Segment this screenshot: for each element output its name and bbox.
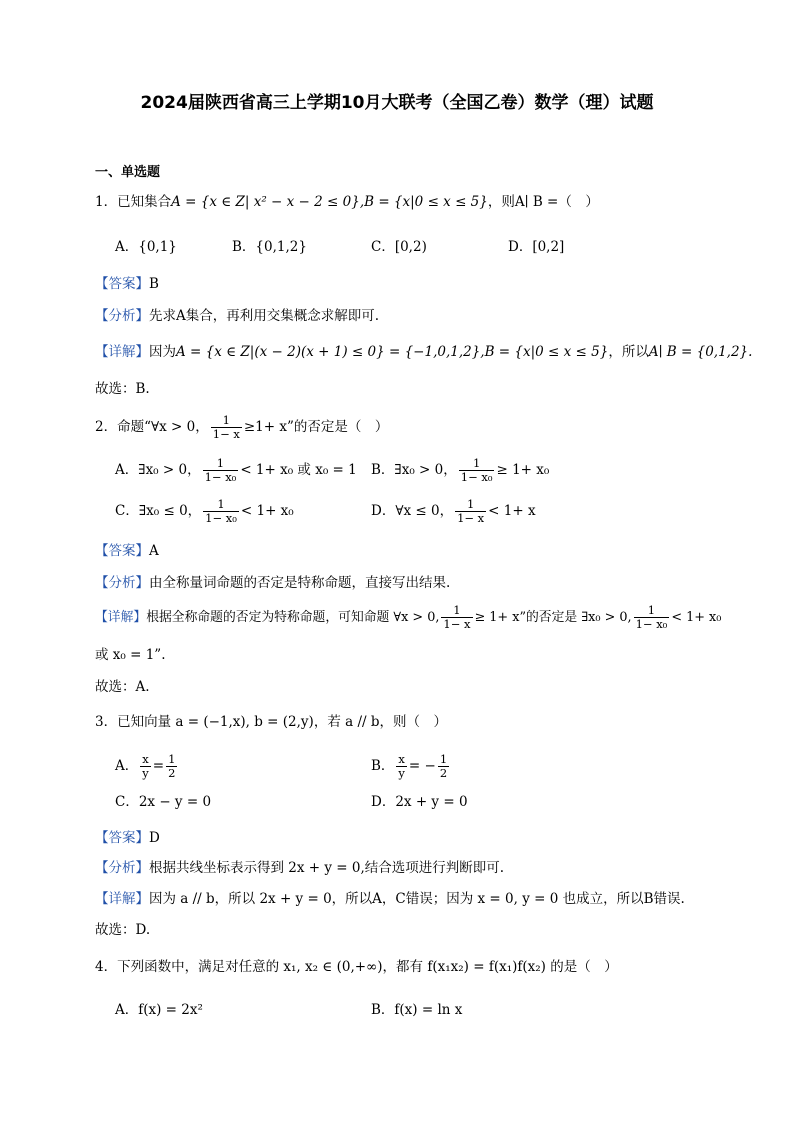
section-heading: 一、单选题 [95, 165, 161, 180]
q4-option-b: B．f(x) = ln x [371, 1002, 463, 1018]
q4-stem: 4．下列函数中，满足对任意的 x₁, x₂ ∈ (0,+∞)，都有 f(x₁x₂) = f(x₁)f(x₂) 的是（ ） [95, 959, 618, 975]
q4-option-a: A．f(x) = 2x² [115, 1002, 203, 1018]
q2-option-d: D．∀x ≤ 0， $\frac{1}{1- x}$ < 1+ x [371, 497, 536, 525]
q2-analysis: 【分析】由全称量词命题的否定是特称命题，直接写出结果. [95, 575, 451, 591]
q3-option-d: D．2x + y = 0 [371, 794, 468, 810]
q1-analysis: 【分析】先求A集合，再利用交集概念求解即可. [95, 308, 380, 324]
q1-choose: 故选：B. [95, 381, 150, 397]
q1-stem: 1．已知集合A = {x ∈ Z| x² − x − 2 ≤ 0},B = {x|0 ≤ x ≤ 5}，则A∣ B =（ ） [95, 194, 599, 210]
q2-option-b: B．∃x₀ > 0， $\frac{1}{\text{1− x₀}}$ ≥ 1+ x₀ [371, 456, 550, 484]
q3-option-a: A． $\frac{x}{y}$ = $\frac{1}{2}$ [115, 752, 176, 780]
q3-analysis: 【分析】根据共线坐标表示得到 2x + y = 0,结合选项进行判断即可. [95, 860, 505, 876]
q1-option-b: B．{0,1,2} [232, 239, 307, 255]
q2-option-a: A．∃x₀ > 0， $\frac{1}{\text{1− x₀}}$ < 1+ x₀ 或 x₀ = 1 [115, 456, 357, 484]
q2-detail-cont: 或 x₀ = 1”. [95, 647, 166, 663]
q1-answer: 【答案】B [95, 276, 159, 292]
q2-detail: 【详解】根据全称命题的否定为特称命题，可知命题 ∀x > 0, $\frac{1}{1- x}$ ≥ 1+ x”的否定是 ∃x₀ > 0, $\frac{1}{\text{1− x₀}}$ < 1+ x₀ [95, 603, 722, 631]
q2-option-c: C．∃x₀ ≤ 0， $\frac{1}{\text{1− x₀}}$ < 1+ x₀ [115, 497, 294, 525]
q3-option-b: B． $\frac{x}{y}$ = − $\frac{1}{2}$ [371, 752, 448, 780]
q1-option-d: D．[0,2] [508, 239, 565, 255]
q2-stem: 2．命题“∀x > 0， $\frac{1}{1- x}$ ≥1+ x”的否定是（ ） [95, 413, 389, 441]
q1-option-c: C．[0,2) [371, 239, 427, 255]
q3-stem: 3．已知向量 a = (−1,x), b = (2,y)，若 a // b，则（ ） [95, 714, 447, 730]
q3-option-c: C．2x − y = 0 [115, 794, 212, 810]
q3-detail: 【详解】因为 a // b，所以 2x + y = 0，所以A，C错误；因为 x = 0, y = 0 也成立，所以B错误. [95, 891, 685, 907]
q3-answer: 【答案】D [95, 830, 160, 846]
q2-choose: 故选：A. [95, 679, 150, 695]
q1-option-a: A．{0,1} [115, 239, 177, 255]
q2-answer: 【答案】A [95, 543, 159, 559]
q3-choose: 故选：D. [95, 922, 151, 938]
q2-fraction: $\frac{1}{1- x}$ [212, 413, 240, 441]
q1-detail: 【详解】因为A = {x ∈ Z|(x − 2)(x + 1) ≤ 0} = {−1,0,1,2},B = {x|0 ≤ x ≤ 5}，所以A∣ B = {0,1,2}. [95, 344, 753, 360]
page-title: 2024届陕西省高三上学期10月大联考（全国乙卷）数学（理）试题 [140, 93, 654, 113]
